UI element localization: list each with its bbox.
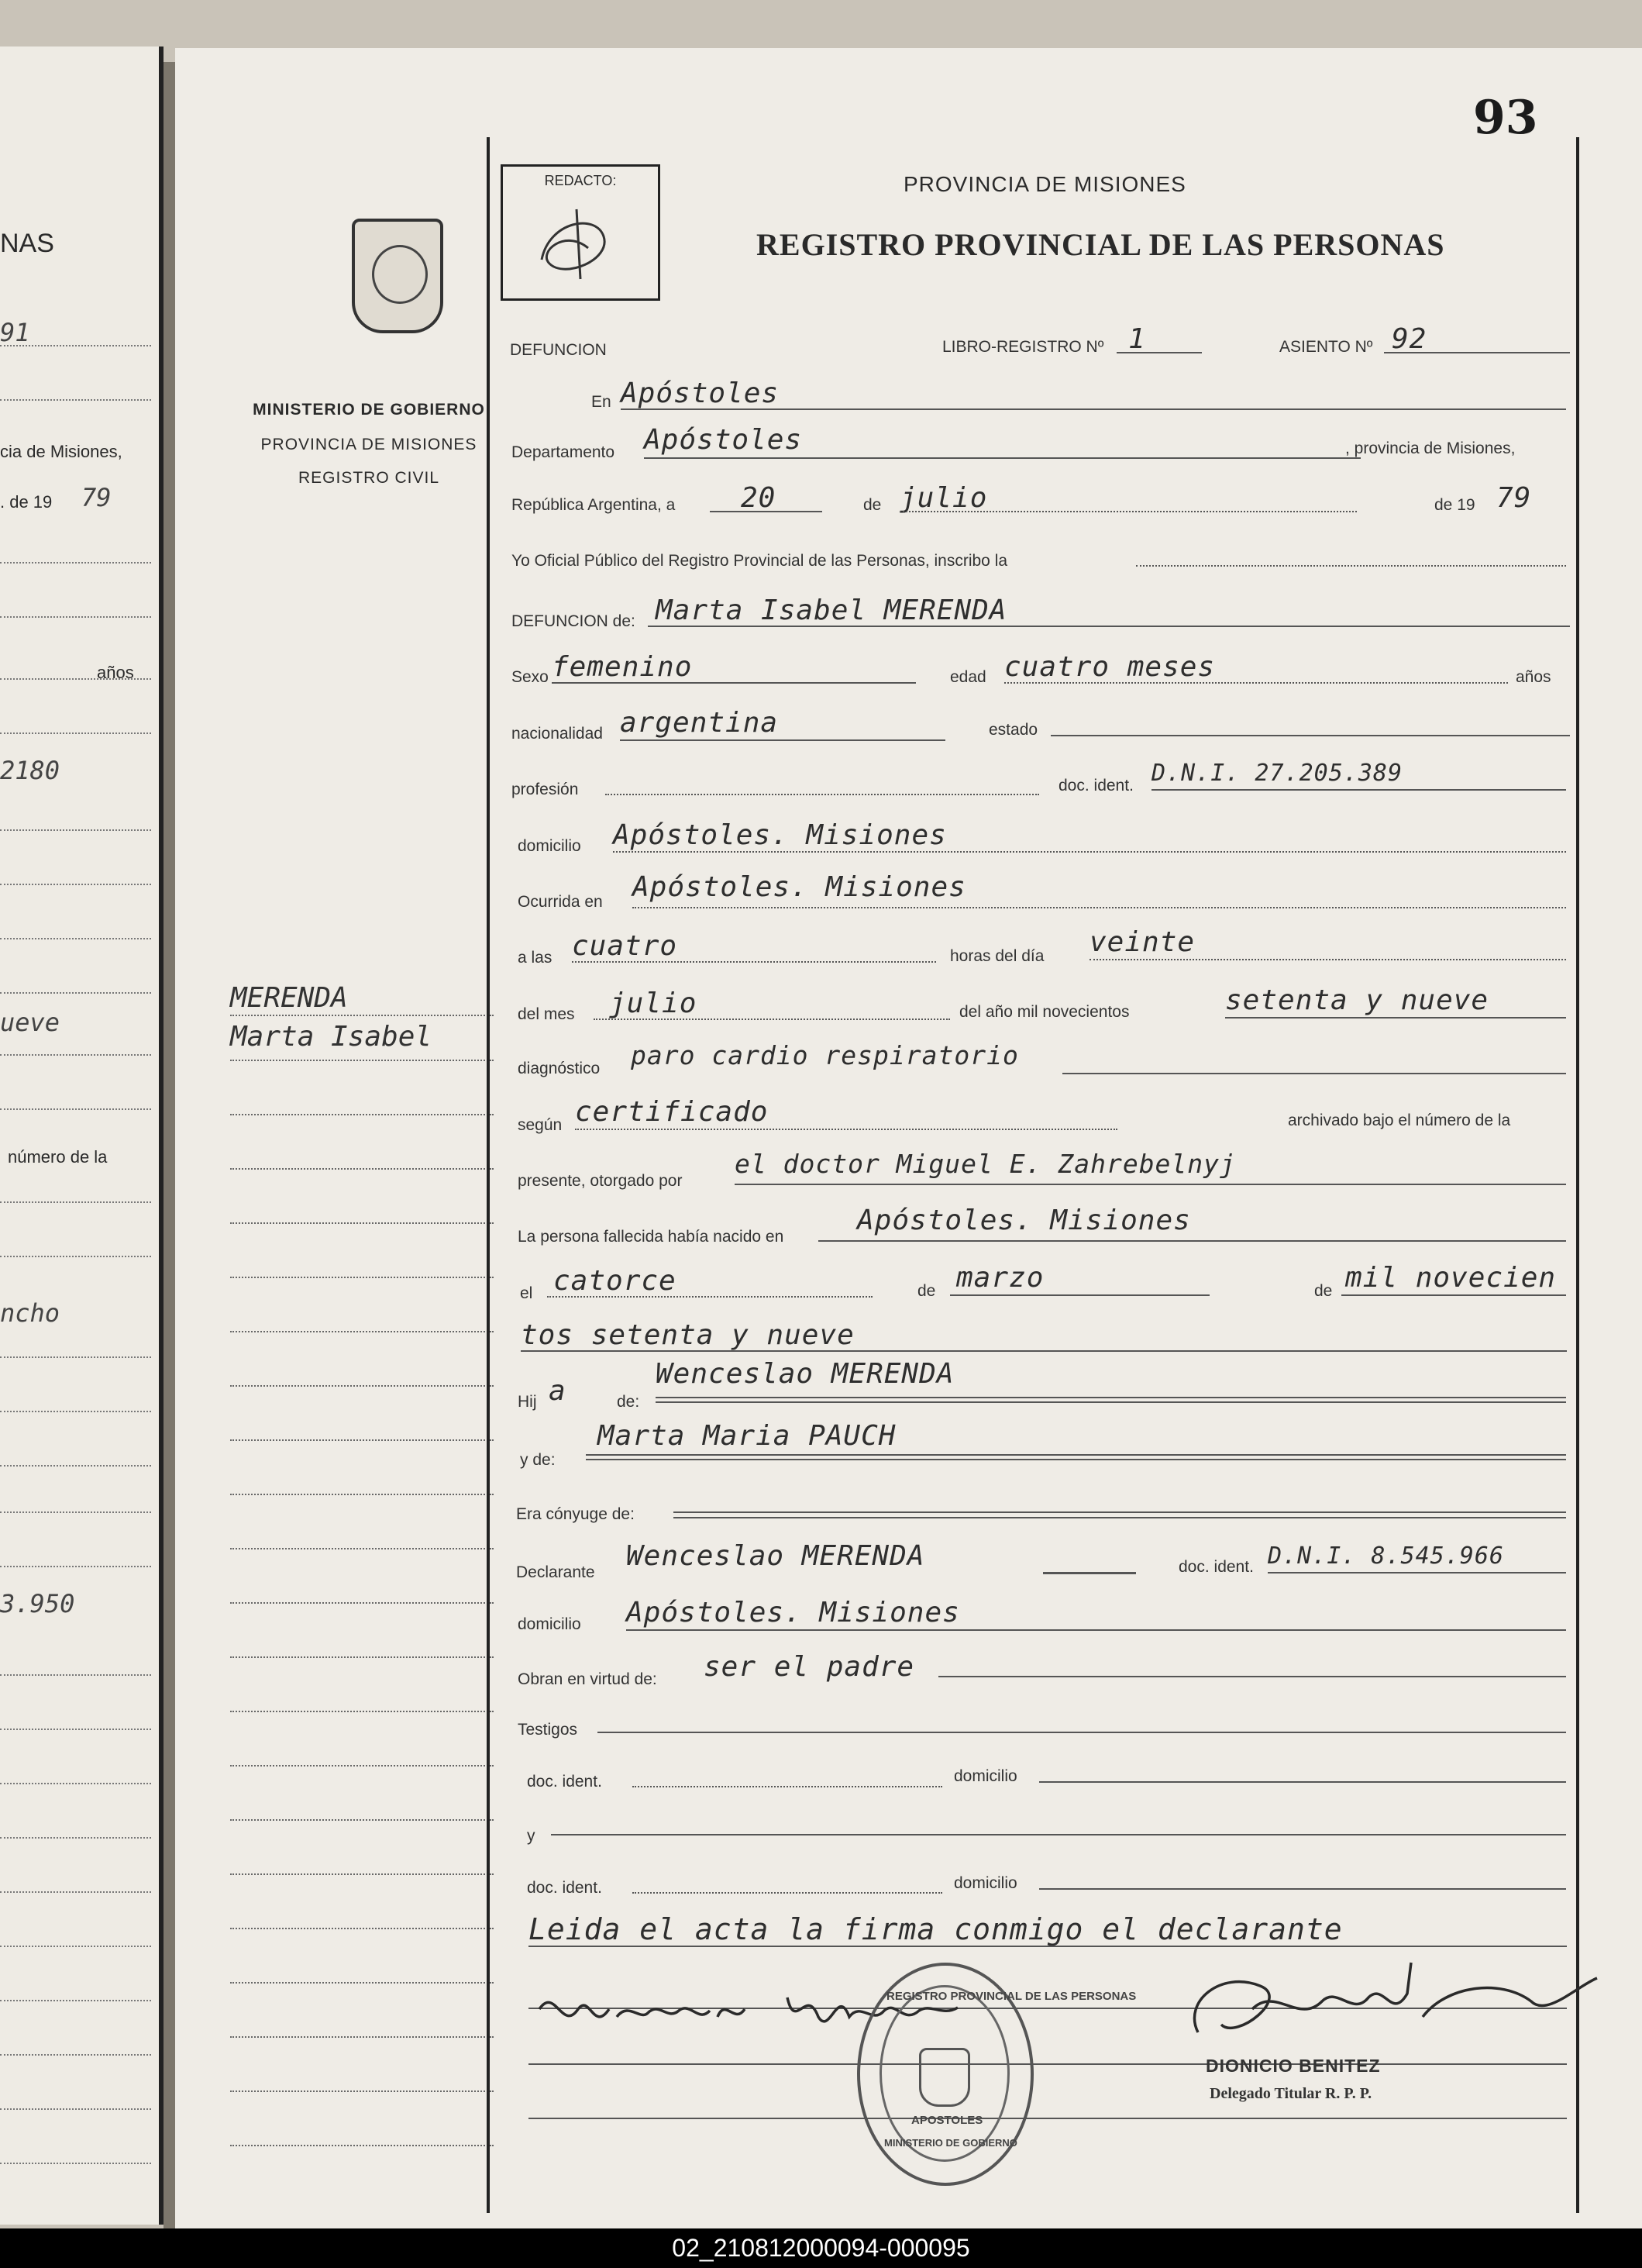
testigos-label: Testigos: [518, 1721, 578, 1739]
anos-label: años: [1516, 668, 1551, 686]
domicilio-label: domicilio: [518, 837, 581, 855]
ocurrida-value: Apóstoles. Misiones: [632, 871, 966, 903]
scan-footer-id: 02_210812000094-000095: [0, 2228, 1642, 2268]
alas-label: a las: [518, 949, 552, 967]
year-value: 79: [1496, 482, 1532, 514]
conyuge-label: Era cónyuge de:: [516, 1505, 635, 1523]
conyuge-line-double: [673, 1517, 1566, 1518]
witness2-dom-label: domicilio: [954, 1874, 1017, 1892]
witness1-dom-line: [1039, 1781, 1566, 1783]
witness2-doc-line: [632, 1892, 942, 1894]
alas-value: cuatro: [572, 930, 678, 962]
prev-page-line: [0, 1054, 151, 1056]
birth-date-continuation: tos setenta y nueve: [521, 1319, 855, 1351]
declarante-doc-label: doc. ident.: [1179, 1558, 1254, 1576]
diagnostico-label: diagnóstico: [518, 1060, 601, 1077]
header-province: PROVINCIA DE MISIONES: [904, 172, 1186, 196]
mother-line: [586, 1454, 1566, 1456]
prev-page-line: [0, 1201, 151, 1203]
margin-line: [230, 1765, 494, 1766]
delmes-value: julio: [609, 988, 697, 1019]
month-line: [900, 511, 1357, 512]
delmes-line: [594, 1019, 950, 1020]
margin-given-name: Marta Isabel: [230, 1021, 432, 1053]
prev-page-line: [0, 1674, 151, 1676]
de2-line: [950, 1294, 1210, 1296]
sexo-value: femenino: [552, 651, 693, 683]
edad-line: [1004, 682, 1508, 684]
prev-page-line: [0, 1108, 151, 1110]
signature-line: [528, 2118, 1567, 2119]
page-number: 93: [1473, 91, 1538, 145]
diagnostico-line: [1062, 1073, 1566, 1074]
oficial-statement: Yo Oficial Público del Registro Provincial de las Personas, inscribo la: [511, 552, 1008, 570]
defuncion-label: DEFUNCION de:: [511, 612, 635, 630]
signature-line: [528, 2063, 1567, 2065]
decl-domicilio-value: Apóstoles. Misiones: [626, 1597, 960, 1629]
prev-page-line: [0, 1891, 151, 1893]
prev-page-line: [0, 1566, 151, 1567]
hij-label: Hij: [518, 1393, 537, 1411]
prev-page-entry: . de 19: [0, 492, 53, 512]
doc-label: doc. ident.: [1059, 777, 1134, 794]
mother-name: Marta Maria PAUCH: [597, 1420, 897, 1452]
prev-page-entry: ueve: [0, 1008, 60, 1037]
profesion-line: [605, 794, 1039, 795]
day-line: [710, 511, 822, 512]
ministry-title: MINISTERIO DE GOBIERNO: [253, 401, 485, 419]
libro-label: LIBRO-REGISTRO Nº: [942, 338, 1104, 356]
testigos-line: [597, 1732, 1566, 1733]
prev-page-line: [0, 399, 151, 401]
en-value: Apóstoles: [621, 377, 780, 409]
prev-page-line: [0, 884, 151, 885]
segun-value: certificado: [575, 1096, 769, 1128]
depto-label: Departamento: [511, 443, 615, 461]
profesion-label: profesión: [511, 781, 579, 798]
asiento-line: [1384, 352, 1570, 353]
ministry-province: PROVINCIA DE MISIONES: [260, 436, 477, 453]
el-value: catorce: [553, 1265, 676, 1297]
margin-line: [230, 2090, 494, 2092]
libro-line: [1117, 352, 1202, 353]
ocurrida-label: Ocurrida en: [518, 893, 603, 911]
de2-label: de: [917, 1282, 936, 1300]
margin-line: [230, 1439, 494, 1441]
prev-page-line: [0, 1465, 151, 1467]
nacionalidad-line: [620, 739, 945, 741]
prev-page-line: [0, 562, 151, 564]
day-value: 20: [741, 482, 776, 514]
libro-value: 1: [1128, 323, 1146, 355]
prev-page-line: [0, 1511, 151, 1513]
prev-page-line: [0, 345, 151, 346]
prev-page-line: [0, 2108, 151, 2110]
prev-page-entry: 3.950: [0, 1589, 75, 1618]
edad-label: edad: [950, 668, 986, 686]
act-type: DEFUNCION: [510, 341, 607, 359]
margin-surname: MERENDA: [230, 982, 348, 1014]
sexo-line: [552, 682, 916, 684]
father-line: [656, 1397, 1566, 1398]
margin-line: [230, 1385, 494, 1387]
year-prefix-label: de 19: [1434, 496, 1475, 514]
republica-label: República Argentina, a: [511, 496, 676, 514]
segun-label: según: [518, 1116, 563, 1134]
margin-line: [230, 1060, 494, 1061]
closing-statement: Leida el acta la firma conmigo el declarante: [528, 1912, 1343, 1946]
mother-line-double: [586, 1459, 1566, 1460]
stamp-ministry-text: MINISTERIO DE GOBIERNO: [884, 2137, 1017, 2149]
margin-line: [230, 1222, 494, 1224]
diagnostico-value: paro cardio respiratorio: [631, 1040, 1019, 1070]
depto-value: Apóstoles: [644, 424, 803, 456]
de2-value: marzo: [956, 1262, 1045, 1294]
official-name: DIONICIO BENITEZ: [1206, 2056, 1381, 2076]
presente-value: el doctor Miguel E. Zahrebelnyj: [735, 1149, 1236, 1179]
obran-line: [938, 1676, 1566, 1677]
obran-value: ser el padre: [704, 1651, 915, 1683]
decl-domicilio-label: domicilio: [518, 1615, 581, 1633]
prev-page-entry: número de la: [8, 1147, 108, 1167]
witness1-doc-label: doc. ident.: [527, 1773, 602, 1791]
horas-label: horas del día: [950, 947, 1045, 965]
prev-page-entry: 91: [0, 318, 30, 347]
prev-page-entry: ncho: [0, 1298, 60, 1328]
asiento-value: 92: [1392, 323, 1427, 355]
el-label: el: [520, 1284, 533, 1302]
margin-line: [230, 1114, 494, 1115]
previous-page: [0, 47, 164, 2225]
horas-value: veinte: [1090, 926, 1196, 958]
prev-page-line: [0, 616, 151, 618]
hij-de-label: de:: [617, 1393, 640, 1411]
prev-page-entry: cia de Misiones,: [0, 442, 122, 461]
father-name: Wenceslao MERENDA: [656, 1358, 955, 1390]
witness1-dom-label: domicilio: [954, 1767, 1017, 1785]
stamp-emblem-icon: [919, 2048, 970, 2107]
decl-domicilio-line: [626, 1629, 1566, 1631]
estado-label: estado: [989, 721, 1038, 739]
closing-line: [528, 1946, 1567, 1947]
margin-line: [230, 1602, 494, 1604]
margin-line: [230, 2036, 494, 2038]
deceased-name: Marta Isabel MERENDA: [656, 595, 1007, 626]
obran-label: Obran en virtud de:: [518, 1670, 657, 1688]
stamp-outer-text: REGISTRO PROVINCIAL DE LAS PERSONAS: [886, 1990, 1137, 2003]
estado-line: [1051, 735, 1570, 736]
horas-line: [1090, 959, 1566, 960]
domicilio-value: Apóstoles. Misiones: [613, 819, 947, 851]
ocurrida-line: [632, 907, 1566, 908]
oficial-line: [1136, 565, 1566, 567]
witness2-dom-line: [1039, 1888, 1566, 1890]
declarante-line: [1043, 1572, 1136, 1574]
de-label: de: [863, 496, 882, 514]
month-value: julio: [900, 482, 988, 514]
prev-page-line: [0, 2163, 151, 2164]
margin-line: [230, 1494, 494, 1495]
prev-page-line: [0, 2000, 151, 2001]
prev-page-entry: años: [97, 663, 134, 682]
prev-page-line: [0, 829, 151, 831]
presente-label: presente, otorgado por: [518, 1172, 683, 1190]
header-registry: REGISTRO PROVINCIAL DE LAS PERSONAS: [756, 227, 1445, 262]
prev-page-entry: 79: [81, 483, 112, 512]
redacto-initials-signature: [534, 205, 619, 283]
margin-line: [230, 1819, 494, 1821]
prev-page-line: [0, 1783, 151, 1784]
margin-line: [230, 1656, 494, 1658]
ministry-registry: REGISTRO CIVIL: [298, 469, 440, 487]
redacto-label: REDACTO:: [544, 173, 617, 188]
prev-page-line: [0, 1411, 151, 1412]
margin-line: [230, 1015, 494, 1016]
alas-line: [572, 961, 936, 963]
declarante-label: Declarante: [516, 1563, 595, 1581]
prev-page-line: [0, 992, 151, 994]
margin-line: [230, 1548, 494, 1549]
delmes-label: del mes: [518, 1005, 575, 1023]
de3-label: de: [1314, 1282, 1333, 1300]
margin-line: [230, 1711, 494, 1712]
prev-page-line: [0, 938, 151, 939]
declarante-doc-value: D.N.I. 8.545.966: [1268, 1542, 1504, 1570]
prev-page-line: [0, 1356, 151, 1358]
deceased-line: [648, 626, 1570, 627]
sexo-label: Sexo: [511, 668, 549, 686]
margin-line: [230, 2145, 494, 2146]
margin-line: [230, 1331, 494, 1332]
yde-label: y de:: [520, 1451, 556, 1469]
nacionalidad-label: nacionalidad: [511, 725, 603, 743]
de3-value: mil novecien: [1345, 1262, 1557, 1294]
stamp-city-text: APOSTOLES: [911, 2114, 983, 2127]
margin-line: [230, 1928, 494, 1929]
declarante-doc-line: [1268, 1572, 1566, 1573]
depto-line: [644, 457, 1361, 459]
margin-line: [230, 1982, 494, 1984]
prev-page-line: [0, 1729, 151, 1730]
prev-page-line: [0, 1946, 151, 1947]
nacido-value: Apóstoles. Misiones: [857, 1205, 1191, 1236]
archivado-label: archivado bajo el número de la: [1288, 1112, 1511, 1129]
declarante-name: Wenceslao MERENDA: [626, 1540, 925, 1572]
delano-label: del año mil novecientos: [959, 1003, 1130, 1021]
coat-of-arms-icon: [352, 219, 443, 333]
nacionalidad-value: argentina: [620, 707, 779, 739]
margin-line: [230, 1277, 494, 1278]
hij-suffix: a: [549, 1375, 566, 1407]
y-line: [551, 1834, 1566, 1835]
prev-page-header: NAS: [0, 229, 54, 258]
redacto-box: [501, 164, 660, 301]
prev-page-entry: 2180: [0, 756, 60, 785]
margin-line: [230, 1168, 494, 1170]
witness2-doc-label: doc. ident.: [527, 1879, 602, 1897]
edad-value: cuatro meses: [1004, 651, 1216, 683]
prev-page-line: [0, 1256, 151, 1257]
delano-value: setenta y nueve: [1225, 984, 1489, 1016]
presente-line: [735, 1184, 1566, 1185]
official-title: Delegado Titular R. P. P.: [1210, 2085, 1372, 2102]
continuation-line: [521, 1350, 1567, 1352]
delano-line: [1225, 1017, 1566, 1019]
prev-page-line: [0, 732, 151, 734]
official-signature: [1175, 1955, 1609, 2056]
de3-line: [1341, 1294, 1566, 1296]
domicilio-line: [613, 851, 1566, 853]
prev-page-line: [0, 2054, 151, 2056]
provincia-label: , provincia de Misiones,: [1345, 439, 1516, 457]
nacido-line: [818, 1240, 1566, 1242]
el-line: [547, 1296, 873, 1298]
doc-value: D.N.I. 27.205.389: [1151, 760, 1403, 787]
nacido-label: La persona fallecida había nacido en: [518, 1228, 784, 1246]
asiento-label: ASIENTO Nº: [1279, 338, 1373, 356]
doc-line: [1151, 789, 1566, 791]
register-page: [175, 48, 1642, 2228]
father-line-double: [656, 1401, 1566, 1403]
witness1-doc-line: [632, 1786, 942, 1787]
en-line: [621, 408, 1566, 410]
en-label: En: [591, 393, 611, 411]
y-label: y: [527, 1827, 535, 1845]
prev-page-line: [0, 1837, 151, 1839]
margin-line: [230, 1873, 494, 1875]
segun-line: [575, 1129, 1117, 1130]
conyuge-line: [673, 1511, 1566, 1513]
